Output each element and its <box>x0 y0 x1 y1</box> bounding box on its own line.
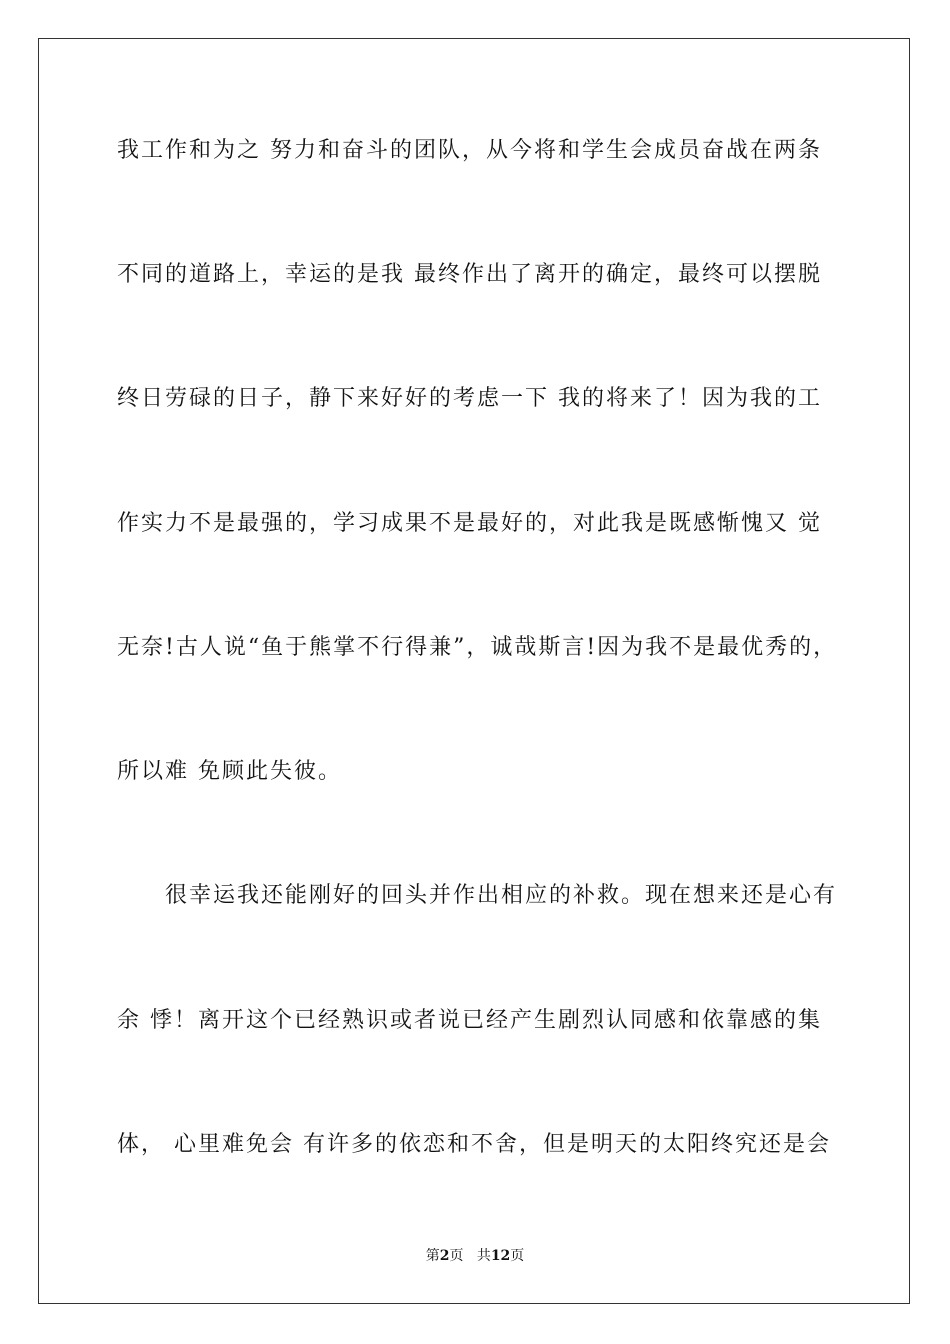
body-text-line-6: 所以难 免顾此失彼。 <box>117 759 342 784</box>
body-text-line-2: 不同的道路上，幸运的是我 最终作出了离开的确定，最终可以摆脱 <box>117 262 822 287</box>
body-text-line-8: 余 悸！离开这个已经熟识或者说已经产生剧烈认同感和依靠感的集 <box>117 1008 822 1033</box>
total-pages: 12 <box>490 1248 511 1264</box>
total-prefix: 共 <box>476 1248 491 1264</box>
page-number: 2 <box>439 1248 450 1264</box>
body-text-line-3: 终日劳碌的日子，静下来好好的考虑一下 我的将来了！因为我的工 <box>117 386 822 411</box>
page-prefix: 第 <box>425 1248 440 1264</box>
body-text-line-7: 很幸运我还能刚好的回头并作出相应的补救。现在想来还是心有 <box>117 883 838 908</box>
page-footer <box>0 1246 950 1266</box>
body-text-line-4: 作实力不是最强的，学习成果不是最好的，对此我是既感惭愧又 觉 <box>117 511 822 536</box>
page-suffix: 页 <box>449 1248 464 1264</box>
total-suffix: 页 <box>510 1248 525 1264</box>
body-text-line-1: 我工作和为之 努力和奋斗的团队，从今将和学生会成员奋战在两条 <box>117 138 822 163</box>
body-text-line-5: 无奈!古人说“鱼于熊掌不行得兼”，诚哉斯言!因为我不是最优秀的， <box>117 635 838 660</box>
body-text-line-9: 体， 心里难免会 有许多的依恋和不舍，但是明天的太阳终究还是会 <box>117 1132 831 1157</box>
page-border <box>38 38 910 1304</box>
